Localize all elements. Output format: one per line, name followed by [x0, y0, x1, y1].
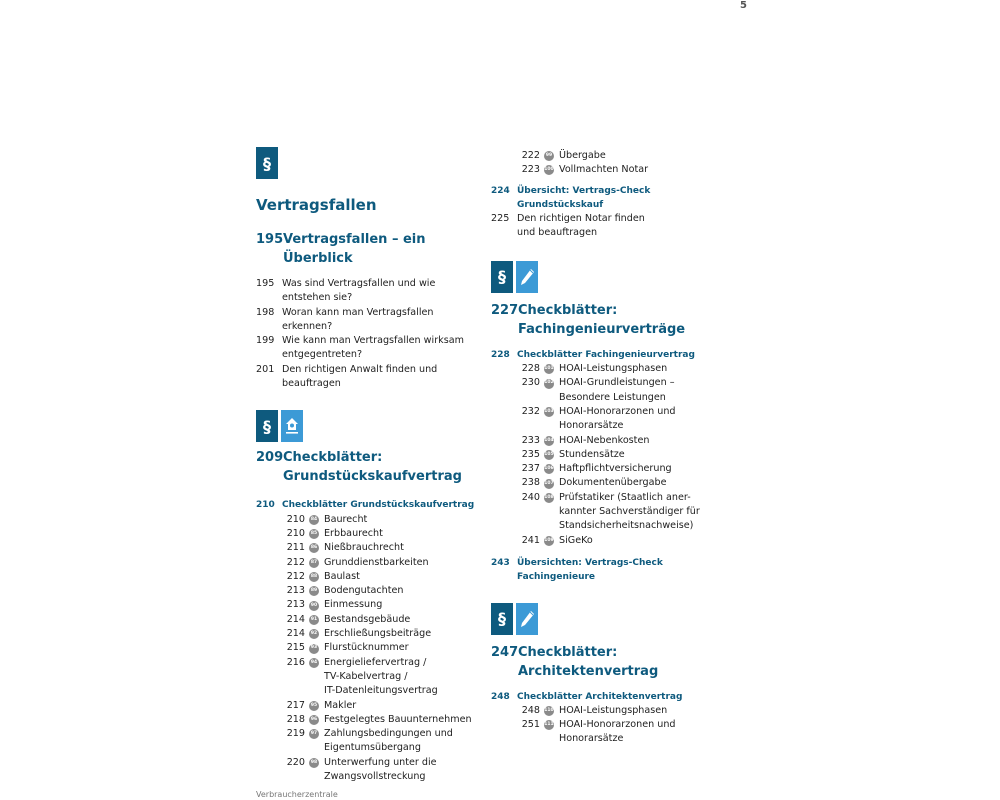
paragraph-icon: §	[256, 410, 278, 442]
checklist-number-badge: 98	[309, 758, 319, 768]
item-text-line: Eigentumsübergang	[324, 742, 421, 754]
checklist-number-badge: 111	[544, 720, 554, 730]
section-heading[interactable]	[491, 301, 721, 339]
item-text-line: Übergabe	[559, 150, 606, 161]
item-page-number: 213	[286, 599, 305, 611]
subsection-title: Checkblätter Architektenvertrag	[517, 691, 683, 702]
item-text	[324, 570, 479, 584]
section-icons	[491, 603, 721, 635]
pencil-icon	[516, 261, 538, 293]
entry-text	[282, 306, 482, 335]
item-page-number: 214	[286, 628, 305, 640]
checklist-number-badge: 100	[544, 165, 554, 175]
checklist-item[interactable]	[256, 656, 486, 699]
entry-text-line: und beauftragen	[517, 227, 598, 239]
entry-text	[282, 277, 482, 306]
toc-right-column	[491, 149, 721, 747]
item-text	[324, 756, 479, 785]
item-page-number: 213	[286, 585, 305, 597]
checklist-item[interactable]	[491, 718, 721, 747]
item-text	[324, 641, 479, 655]
checklist-number-badge: 87	[309, 558, 319, 568]
item-page-number: 228	[521, 363, 540, 375]
checklist-item[interactable]	[256, 527, 486, 541]
item-text	[559, 149, 714, 163]
item-page-number: 240	[521, 491, 540, 503]
checklist-item[interactable]	[491, 149, 721, 163]
checklist-item[interactable]	[256, 727, 486, 756]
item-page-number: 212	[286, 556, 305, 568]
item-page-number: 210	[286, 513, 305, 525]
chapter-title: Vertragsfallen	[256, 196, 377, 214]
checklist-item[interactable]	[256, 513, 486, 527]
entry-text-line: Den richtigen Notar finden	[517, 213, 645, 225]
checklist-item[interactable]	[491, 448, 721, 462]
item-text-line: HOAI-Leistungsphasen	[559, 704, 668, 716]
item-text-line: Erbbaurecht	[324, 527, 383, 539]
section-icons	[256, 147, 486, 179]
pencil-icon	[516, 603, 538, 635]
item-text-line: HOAI-Honorarzonen und	[559, 719, 676, 731]
item-page-number: 230	[521, 377, 540, 389]
item-text	[559, 405, 714, 434]
entry-text	[282, 334, 482, 363]
subsection-title-line: Übersicht: Vertrags-Check	[517, 185, 651, 196]
item-text	[559, 448, 714, 462]
subsection-page-number: 248	[491, 691, 510, 702]
item-text-line: Dokumentenübergabe	[559, 477, 667, 489]
item-text	[559, 362, 714, 376]
item-text	[559, 462, 714, 476]
checklist-number-badge: 88	[309, 572, 319, 582]
item-page-number: 215	[286, 642, 305, 654]
item-text-line: HOAI-Nebenkosten	[559, 434, 650, 446]
checklist-item[interactable]	[256, 541, 486, 555]
section-heading[interactable]	[491, 643, 721, 681]
item-text-line: Energieliefervertrag /	[324, 656, 427, 668]
section-page-number: 227	[491, 302, 519, 318]
item-text-line: Haftpflichtversicherung	[559, 463, 672, 475]
toc-entry[interactable]	[256, 306, 486, 335]
checklist-number-badge: 110	[544, 706, 554, 716]
item-text-line: SiGeKo	[559, 534, 593, 546]
section-heading[interactable]	[256, 448, 486, 486]
checklist-number-badge: 104	[544, 436, 554, 446]
house-icon	[281, 410, 303, 442]
item-text-line: Zwangsvollstreckung	[324, 771, 426, 783]
checklist-number-badge: 108	[544, 493, 554, 503]
item-text	[324, 556, 479, 570]
item-text	[559, 163, 714, 177]
entry-page-number: 201	[256, 363, 275, 375]
item-text	[324, 541, 479, 555]
entry-text-line: Den richtigen Anwalt finden und	[282, 363, 438, 375]
toc-entry[interactable]	[491, 212, 721, 241]
section-title-line: Checkblätter:	[518, 302, 618, 318]
item-text-line: IT-Datenleitungsvertrag	[324, 685, 438, 697]
checklist-number-badge: 107	[544, 479, 554, 489]
item-page-number: 218	[286, 713, 305, 725]
item-text-line: Stundensätze	[559, 448, 625, 460]
checklist-item[interactable]	[256, 756, 486, 785]
toc-entry[interactable]	[256, 363, 486, 392]
entry-text-line: Was sind Vertragsfallen und wie	[282, 278, 436, 289]
item-page-number: 223	[521, 164, 540, 176]
checklist-number-badge: 96	[309, 715, 319, 725]
checklist-number-badge: 92	[309, 629, 319, 639]
checklist-number-badge: 94	[309, 658, 319, 668]
item-text-line: HOAI-Grundleistungen –	[559, 377, 675, 389]
checklist-item[interactable]	[491, 362, 721, 376]
checklist-number-badge: 90	[309, 601, 319, 611]
checklist-number-badge: 101	[544, 364, 554, 374]
item-text-line: Einmessung	[324, 599, 383, 611]
item-page-number: 210	[286, 527, 305, 539]
item-text	[324, 713, 479, 727]
section-title-line: Checkblätter:	[518, 644, 618, 660]
subsection-title-line: Grundstückskauf	[517, 199, 604, 210]
toc-left-column	[256, 147, 486, 784]
toc-entry[interactable]	[256, 277, 486, 306]
item-page-number: 222	[521, 150, 540, 161]
subsection-heading[interactable]	[491, 348, 721, 362]
item-text-line: Nießbrauchrecht	[324, 542, 404, 554]
checklist-number-badge: 109	[544, 536, 554, 546]
item-text-line: Besondere Leistungen	[559, 391, 666, 403]
item-text-line: Makler	[324, 699, 357, 711]
subsection-page-number: 228	[491, 349, 510, 360]
item-list	[256, 513, 486, 785]
item-text-line: HOAI-Leistungsphasen	[559, 363, 668, 375]
entry-text-line: entstehen sie?	[282, 292, 353, 304]
checklist-item[interactable]	[256, 584, 486, 598]
item-list	[491, 704, 721, 747]
subsection-heading[interactable]	[491, 690, 721, 704]
item-page-number: 233	[521, 434, 540, 446]
item-page-number: 232	[521, 405, 540, 417]
item-page-number: 212	[286, 570, 305, 582]
item-text-line: Unterwerfung unter die	[324, 756, 437, 768]
checklist-item[interactable]	[256, 570, 486, 584]
checklist-number-badge: 85	[309, 529, 319, 539]
checklist-number-badge: 84	[309, 515, 319, 525]
item-text-line: Standsicherheitsnachweise)	[559, 520, 694, 532]
subsection-heading[interactable]	[256, 498, 486, 512]
item-text-line: Zahlungsbedingungen und	[324, 728, 453, 740]
item-text	[559, 491, 714, 534]
checklist-number-badge: 103	[544, 407, 554, 417]
checklist-number-badge: 89	[309, 586, 319, 596]
subsection-heading[interactable]	[491, 556, 721, 585]
checklist-item[interactable]	[491, 534, 721, 548]
checklist-item[interactable]	[491, 405, 721, 434]
section-page-number: 195	[256, 232, 284, 247]
checklist-number-badge: 102	[544, 379, 554, 389]
paragraph-icon: §	[256, 147, 278, 179]
section-page-number: 247	[491, 644, 519, 660]
item-text-line: Prüfstatiker (Staatlich aner-	[559, 491, 691, 503]
paragraph-icon: §	[491, 261, 513, 293]
item-text	[559, 534, 714, 548]
item-text	[559, 704, 714, 718]
entry-text-line: entgegentreten?	[282, 349, 363, 361]
item-text	[324, 584, 479, 598]
item-text-line: Vollmachten Notar	[559, 164, 649, 176]
subsection-title-line: Übersichten: Vertrags-Check	[517, 557, 663, 568]
checklist-item[interactable]	[491, 434, 721, 448]
subsection-title: Checkblätter Fachingenieurvertrag	[517, 349, 695, 360]
entry-text-line: beauftragen	[282, 378, 341, 390]
item-page-number: 241	[521, 534, 540, 546]
section-title-line: Grundstückskaufvertrag	[283, 469, 462, 485]
checklist-item[interactable]	[256, 641, 486, 655]
section-title-line: Checkblätter:	[283, 450, 383, 466]
item-page-number: 220	[286, 756, 305, 768]
checklist-number-badge: 97	[309, 729, 319, 739]
item-page-number: 237	[521, 463, 540, 475]
section-page-number: 209	[256, 450, 284, 466]
subsection-page-number: 224	[491, 185, 510, 196]
checklist-number-badge: 99	[544, 151, 554, 161]
item-page-number: 248	[521, 704, 540, 716]
item-text	[324, 627, 479, 641]
footer-publisher: Verbraucherzentrale	[256, 790, 338, 799]
item-text-line: Flurstücknummer	[324, 642, 409, 654]
item-text-line: Honorarsätze	[559, 420, 624, 432]
section-title-line: Architektenvertrag	[518, 663, 659, 679]
section-heading[interactable]	[256, 230, 486, 268]
checklist-item[interactable]	[491, 491, 721, 534]
checklist-item[interactable]	[256, 699, 486, 713]
item-text	[324, 613, 479, 627]
item-page-number: 219	[286, 728, 305, 740]
section-icons	[256, 410, 486, 442]
item-page-number: 211	[286, 542, 305, 554]
item-list	[491, 149, 721, 178]
subsection-heading[interactable]	[491, 184, 721, 213]
checklist-number-badge: 105	[544, 450, 554, 460]
checklist-number-badge: 95	[309, 701, 319, 711]
checklist-item[interactable]	[491, 163, 721, 177]
item-text-line: Grunddienstbarkeiten	[324, 556, 429, 568]
item-text-line: Festgelegtes Bauunternehmen	[324, 713, 472, 725]
checklist-item[interactable]	[256, 613, 486, 627]
item-text-line: kannter Sachverständiger für	[559, 506, 700, 518]
item-list	[491, 362, 721, 548]
entry-text-line: Wie kann man Vertragsfallen wirksam	[282, 335, 464, 347]
item-page-number: 214	[286, 613, 305, 625]
checklist-number-badge: 106	[544, 464, 554, 474]
item-text	[559, 718, 714, 747]
subsection-page-number: 210	[256, 500, 275, 511]
item-text-line: TV-Kabelvertrag /	[324, 670, 408, 682]
checklist-item[interactable]	[256, 598, 486, 612]
entry-page-number: 225	[491, 213, 510, 225]
item-text-line: Baurecht	[324, 513, 368, 525]
item-text-line: HOAI-Honorarzonen und	[559, 405, 676, 417]
item-text-line: Bestandsgebäude	[324, 613, 411, 625]
item-text	[559, 434, 714, 448]
section-icons	[491, 261, 721, 293]
item-page-number: 217	[286, 699, 305, 711]
item-text-line: Baulast	[324, 570, 360, 582]
item-text	[559, 476, 714, 490]
entry-list	[256, 277, 486, 391]
item-page-number: 216	[286, 656, 305, 668]
subsection-title-line: Fachingenieure	[517, 572, 596, 583]
checklist-number-badge: 86	[309, 543, 319, 553]
entry-page-number: 198	[256, 306, 275, 318]
paragraph-icon: §	[491, 603, 513, 635]
item-text	[324, 513, 479, 527]
checklist-number-badge: 91	[309, 615, 319, 625]
checklist-item[interactable]	[491, 462, 721, 476]
item-text	[324, 527, 479, 541]
item-text	[324, 727, 479, 756]
item-page-number: 235	[521, 448, 540, 460]
checklist-item[interactable]	[256, 713, 486, 727]
page-number: 5	[740, 0, 747, 11]
checklist-item[interactable]	[491, 376, 721, 405]
item-text-line: Erschließungsbeiträge	[324, 628, 432, 640]
item-text	[324, 598, 479, 612]
checklist-item[interactable]	[491, 704, 721, 718]
item-page-number: 251	[521, 719, 540, 731]
entry-text-line: Woran kann man Vertragsfallen erkennen?	[282, 306, 434, 332]
section-title: Vertragsfallen – ein Überblick	[283, 232, 426, 266]
section-title-line: Fachingenieurverträge	[518, 321, 686, 337]
item-text	[324, 699, 479, 713]
subsection-page-number: 243	[491, 557, 510, 568]
checklist-item[interactable]	[256, 556, 486, 570]
item-text-line: Bodengutachten	[324, 585, 404, 597]
item-text	[559, 376, 714, 405]
item-text-line: Honorarsätze	[559, 733, 624, 745]
item-text	[324, 656, 479, 699]
subsection-title: Checkblätter Grundstückskaufvertrag	[282, 500, 475, 511]
entry-page-number: 195	[256, 278, 275, 289]
entry-text	[282, 363, 482, 392]
checklist-item[interactable]	[256, 627, 486, 641]
toc-entry[interactable]	[256, 334, 486, 363]
checklist-item[interactable]	[491, 476, 721, 490]
entry-page-number: 199	[256, 335, 275, 347]
item-page-number: 238	[521, 477, 540, 489]
checklist-number-badge: 93	[309, 644, 319, 654]
